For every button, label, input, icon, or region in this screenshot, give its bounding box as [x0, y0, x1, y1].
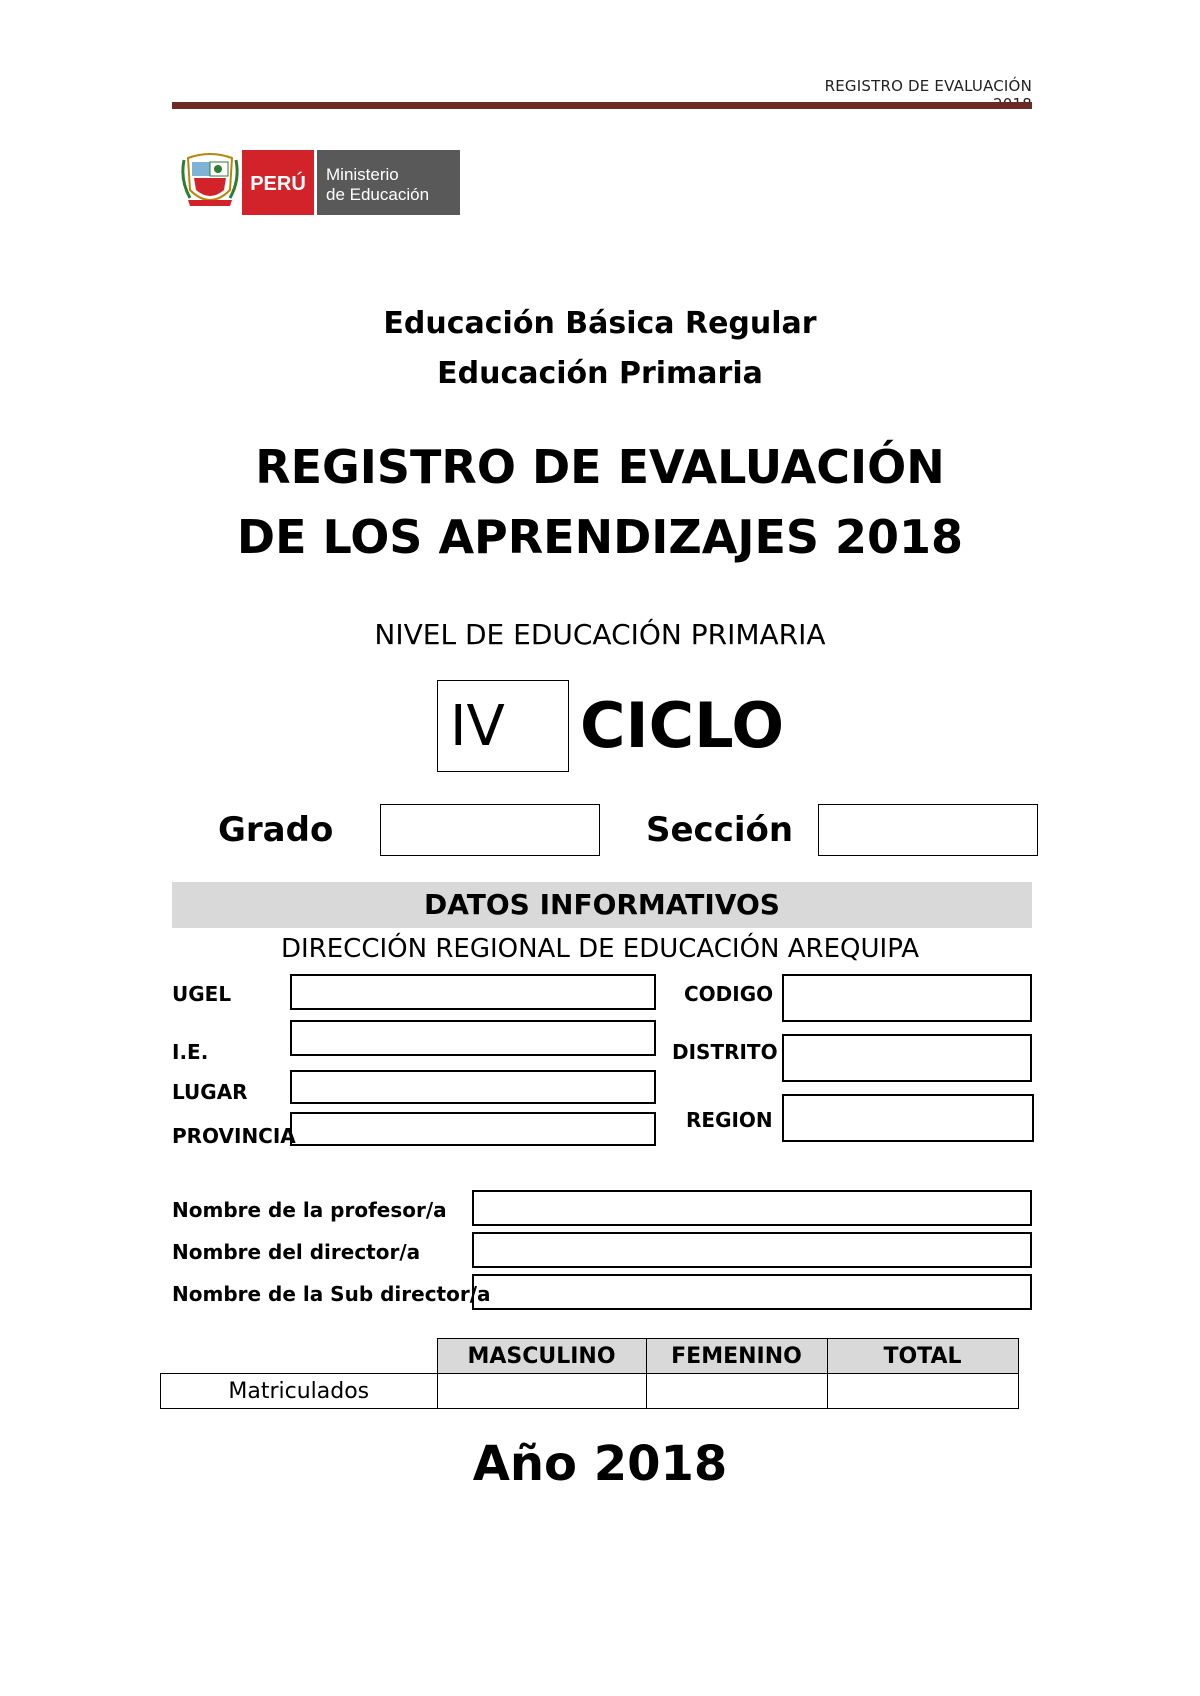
ie-label: I.E.: [172, 1040, 209, 1064]
femenino-cell[interactable]: [646, 1374, 827, 1409]
matriculados-header-row: [161, 1339, 1019, 1374]
row-label-matriculados: Matriculados: [161, 1374, 438, 1409]
logo-ministry-line1: Ministerio: [326, 165, 399, 184]
masculino-cell[interactable]: [437, 1374, 646, 1409]
ugel-label: UGEL: [172, 982, 232, 1006]
distrito-field[interactable]: [782, 1034, 1032, 1082]
header-rule: [172, 102, 1032, 109]
profesor-label: Nombre de la profesor/a: [172, 1198, 447, 1222]
codigo-label: CODIGO: [684, 982, 774, 1006]
subdirector-label: Nombre de la Sub director/a: [172, 1282, 491, 1306]
header-masculino: MASCULINO: [437, 1339, 646, 1374]
ugel-field[interactable]: [290, 974, 656, 1010]
grado-field[interactable]: [380, 804, 600, 856]
nivel-text: NIVEL DE EDUCACIÓN PRIMARIA: [374, 618, 826, 651]
grado-label: Grado: [218, 810, 334, 850]
lugar-label: LUGAR: [172, 1080, 248, 1104]
title-line1: REGISTRO DE EVALUACIÓN: [255, 440, 945, 494]
anio-text: Año 2018: [472, 1436, 728, 1492]
minedu-logo: [180, 150, 460, 215]
subdirector-field[interactable]: [472, 1274, 1032, 1310]
profesor-field[interactable]: [472, 1190, 1032, 1226]
direccion-regional: DIRECCIÓN REGIONAL DE EDUCACIÓN AREQUIPA: [280, 934, 919, 964]
lugar-field[interactable]: [290, 1070, 656, 1104]
matriculados-table: [160, 1338, 1019, 1409]
ciclo-label: CICLO: [580, 689, 785, 762]
matriculados-row: [161, 1374, 1019, 1409]
logo-country: PERÚ: [250, 173, 306, 195]
blank-cell: [161, 1339, 438, 1374]
ie-field[interactable]: [290, 1020, 656, 1056]
coat-of-arms-icon: [183, 154, 237, 206]
logo-ministry-line2: de Educación: [326, 185, 430, 204]
provincia-field[interactable]: [290, 1112, 656, 1146]
seccion-field[interactable]: [818, 804, 1038, 856]
datos-informativos-heading: DATOS INFORMATIVOS: [172, 882, 1032, 928]
codigo-field[interactable]: [782, 974, 1032, 1022]
ciclo-number-box[interactable]: IV: [437, 680, 569, 772]
director-field[interactable]: [472, 1232, 1032, 1268]
region-label: REGION: [686, 1108, 773, 1132]
subtitle-line2: Educación Primaria: [437, 356, 763, 391]
provincia-label: PROVINCIA: [172, 1124, 296, 1148]
header-total: TOTAL: [827, 1339, 1018, 1374]
header-femenino: FEMENINO: [646, 1339, 827, 1374]
title-line2: DE LOS APRENDIZAJES 2018: [236, 510, 964, 564]
total-cell[interactable]: [827, 1374, 1018, 1409]
region-field[interactable]: [782, 1094, 1034, 1142]
director-label: Nombre del director/a: [172, 1240, 421, 1264]
subtitle-line1: Educación Básica Regular: [383, 306, 817, 341]
seccion-label: Sección: [646, 810, 794, 850]
distrito-label: DISTRITO: [672, 1040, 778, 1064]
running-header: REGISTRO DE EVALUACIÓN: [824, 77, 1032, 95]
